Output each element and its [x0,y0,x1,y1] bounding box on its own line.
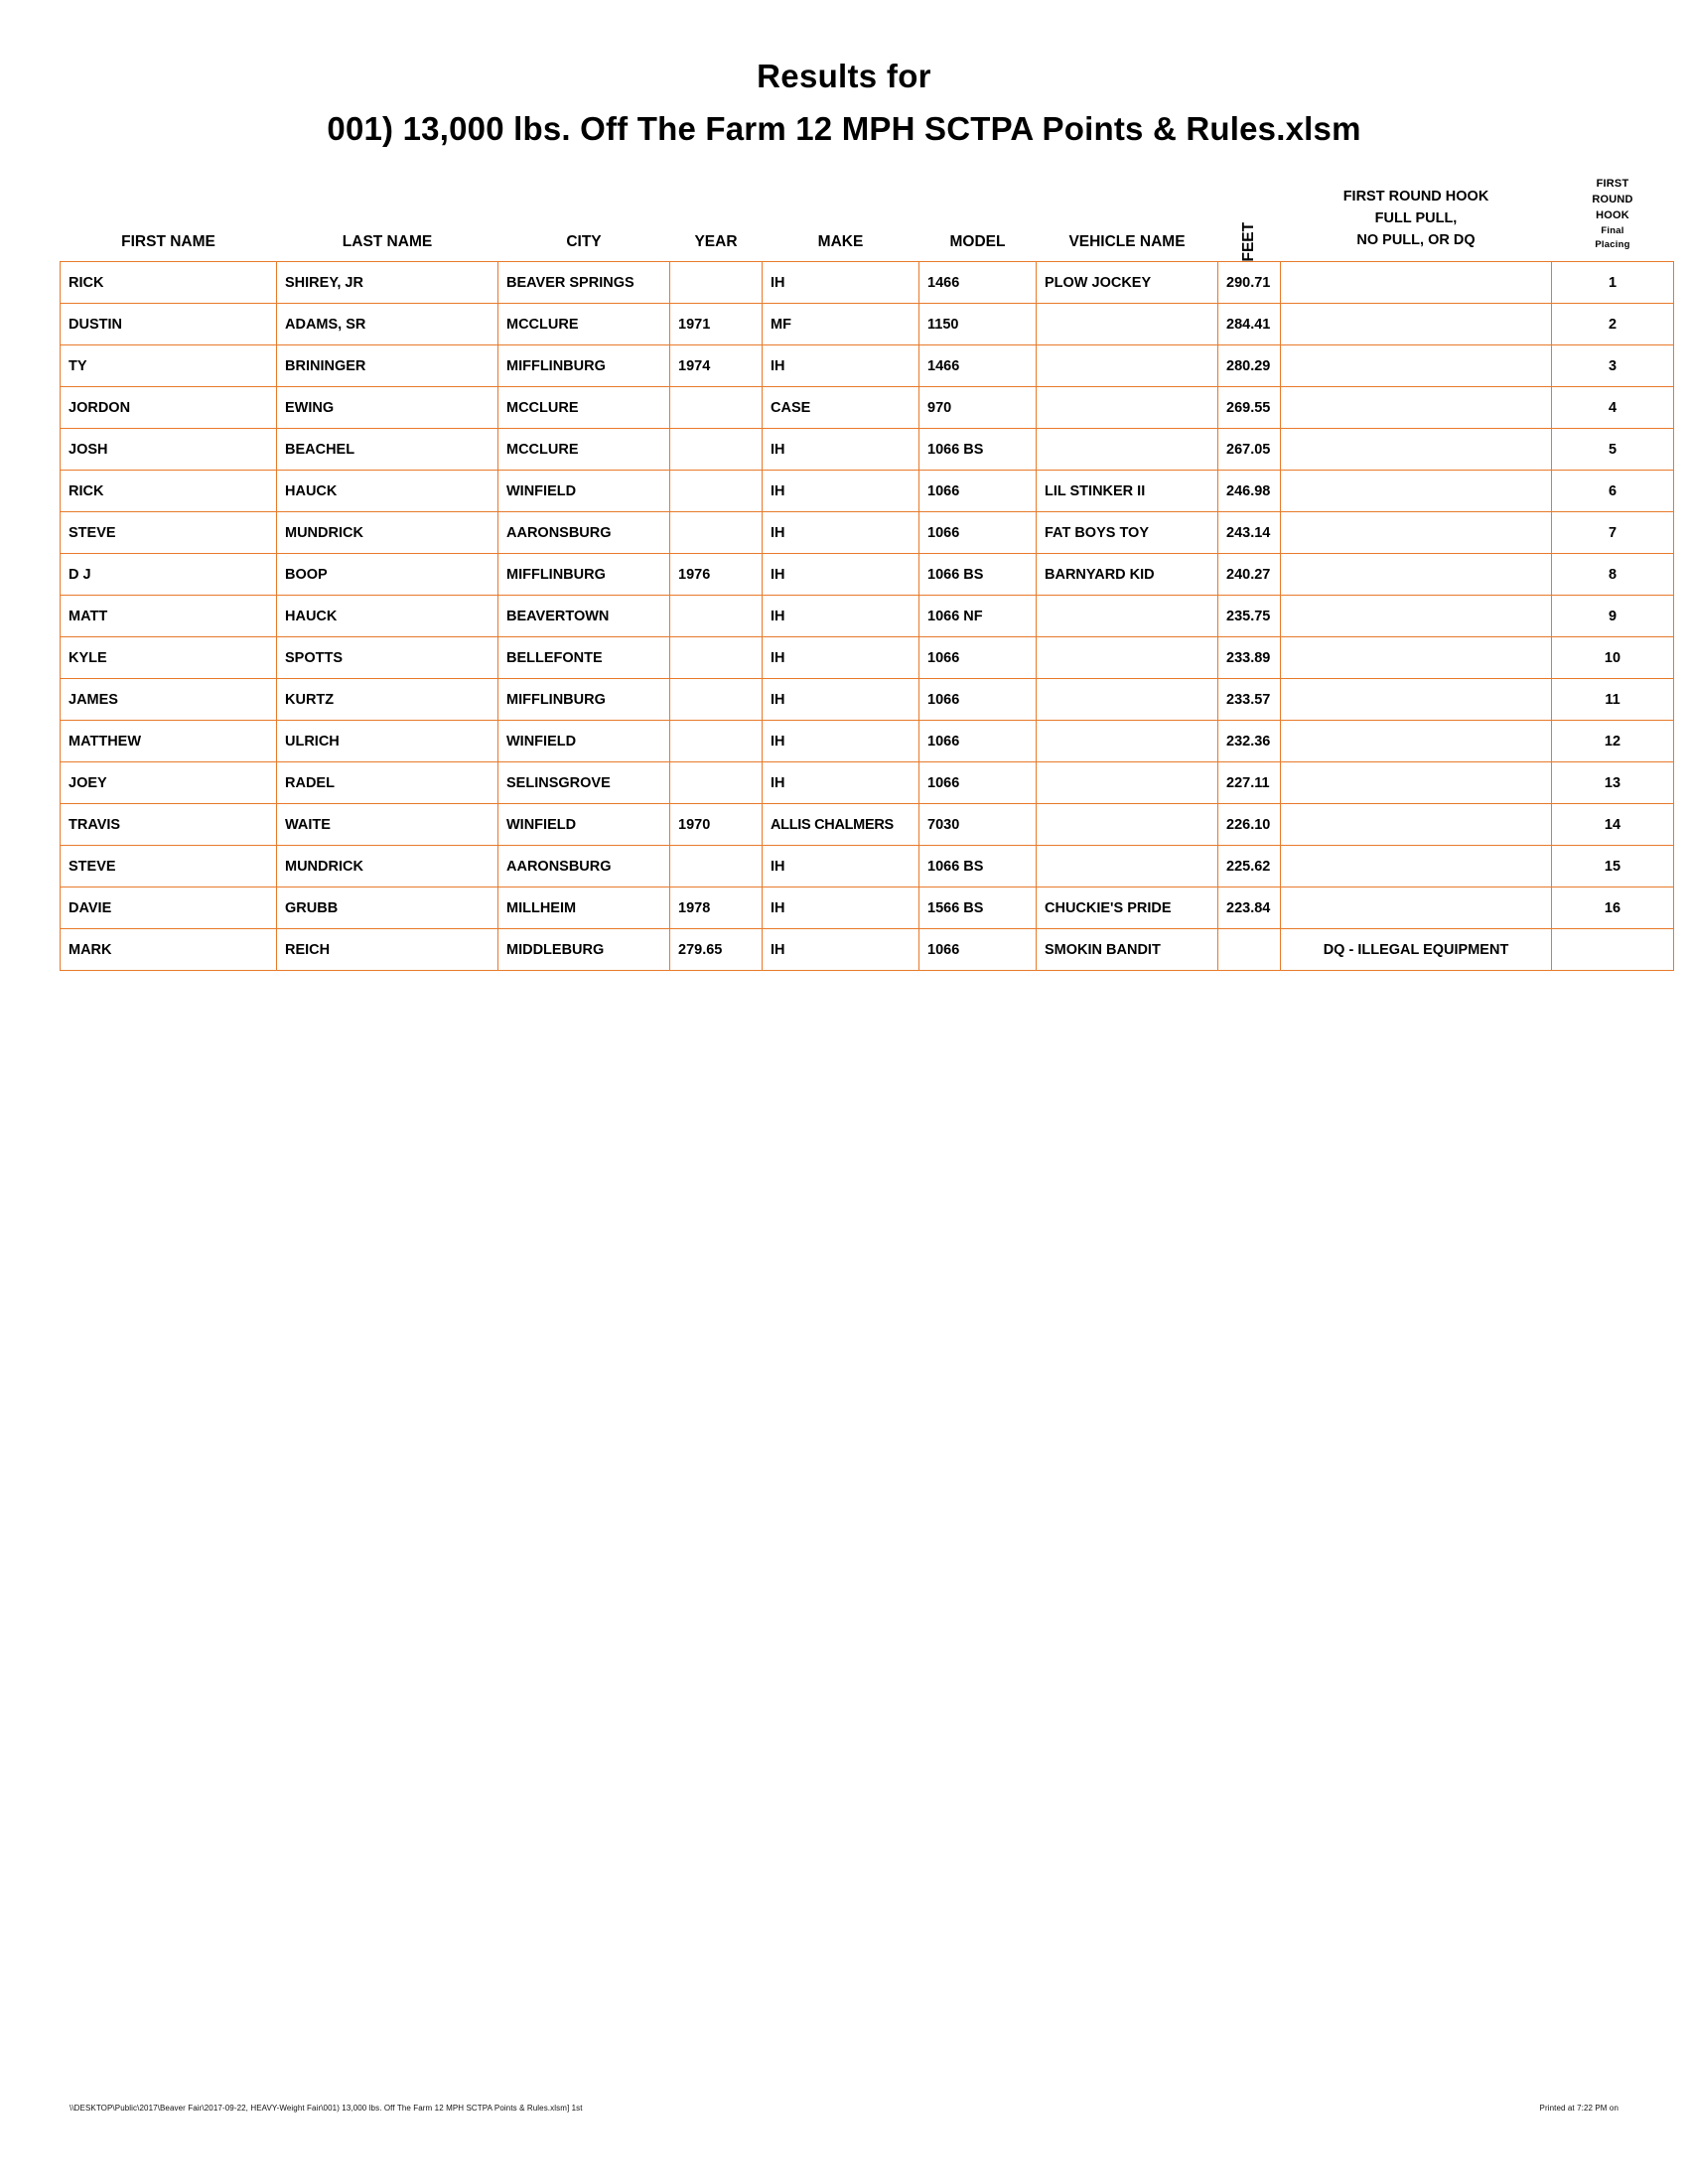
cell-feet: 269.55 [1218,387,1281,429]
cell-hook [1281,554,1552,596]
cell-year [670,679,763,721]
cell-first: MATTHEW [61,721,277,762]
cell-last: KURTZ [277,679,498,721]
cell-vehicle [1037,762,1218,804]
cell-make: IH [763,596,919,637]
cell-first: TRAVIS [61,804,277,846]
cell-hook [1281,762,1552,804]
cell-last: ULRICH [277,721,498,762]
cell-city: MIDDLEBURG [498,929,670,971]
cell-city: WINFIELD [498,471,670,512]
cell-model: 1066 BS [919,846,1037,887]
cell-make: IH [763,846,919,887]
cell-last: WAITE [277,804,498,846]
cell-vehicle [1037,304,1218,345]
cell-placing: 2 [1552,304,1674,345]
cell-make: IH [763,721,919,762]
cell-year [670,512,763,554]
cell-placing: 14 [1552,804,1674,846]
cell-city: SELINSGROVE [498,762,670,804]
table-row [61,262,1674,304]
cell-make: IH [763,762,919,804]
cell-last: RADEL [277,762,498,804]
cell-city: MCCLURE [498,429,670,471]
cell-city: MCCLURE [498,387,670,429]
cell-placing: 15 [1552,846,1674,887]
cell-first: STEVE [61,846,277,887]
column-header-first-name: FIRST NAME [121,233,215,251]
cell-placing: 13 [1552,762,1674,804]
cell-model: 1466 [919,345,1037,387]
cell-vehicle [1037,387,1218,429]
title-line-1: Results for [757,58,931,94]
cell-placing: 3 [1552,345,1674,387]
cell-year [670,387,763,429]
cell-model: 1066 BS [919,554,1037,596]
cell-first: JOEY [61,762,277,804]
cell-feet: 280.29 [1218,345,1281,387]
cell-hook [1281,679,1552,721]
cell-first: RICK [61,262,277,304]
cell-hook [1281,471,1552,512]
column-header-last-name: LAST NAME [342,233,433,251]
column-header-city: CITY [566,233,602,251]
cell-placing: 6 [1552,471,1674,512]
table-row [61,471,1674,512]
title-line-2: 001) 13,000 lbs. Off The Farm 12 MPH SCTPA Points & Rules.xlsm [327,109,1361,147]
column-header-make: MAKE [817,233,864,251]
cell-year [670,637,763,679]
cell-placing: 5 [1552,429,1674,471]
cell-last: ADAMS, SR [277,304,498,345]
cell-hook [1281,721,1552,762]
hook-head-line-2: FULL PULL, [1374,209,1458,226]
placing-head-line-2: ROUND [1592,194,1633,206]
cell-vehicle [1037,804,1218,846]
footer-file-path: \\DESKTOP\Public\2017\Beaver Fair\2017-09-22, HEAVY-Weight Fair\001) 13,000 lbs. Off The Farm 12 MPH SCTPA Points & Rules.xlsm] 1st [70,2104,583,2113]
cell-make: MF [763,304,919,345]
cell-make: ALLIS CHALMERS [763,804,919,846]
cell-placing: 12 [1552,721,1674,762]
cell-vehicle [1037,846,1218,887]
cell-hook [1281,846,1552,887]
cell-first: TY [61,345,277,387]
cell-city: BELLEFONTE [498,637,670,679]
cell-feet: 284.41 [1218,304,1281,345]
cell-year [670,262,763,304]
cell-model: 7030 [919,804,1037,846]
table-row [61,304,1674,345]
table-row [61,929,1674,971]
cell-placing: 7 [1552,512,1674,554]
cell-placing: 10 [1552,637,1674,679]
table-row [61,387,1674,429]
cell-first: JOSH [61,429,277,471]
cell-model: 1066 [919,637,1037,679]
column-header-feet-label: FEET [1240,221,1258,262]
cell-feet: 290.71 [1218,262,1281,304]
cell-model: 1466 [919,262,1037,304]
cell-vehicle: CHUCKIE'S PRIDE [1037,887,1218,929]
cell-last: MUNDRICK [277,512,498,554]
cell-placing: 8 [1552,554,1674,596]
cell-first: JORDON [61,387,277,429]
cell-feet: 225.62 [1218,846,1281,887]
cell-model: 970 [919,387,1037,429]
cell-make: CASE [763,387,919,429]
cell-city: MIFFLINBURG [498,554,670,596]
cell-feet: 233.89 [1218,637,1281,679]
table-row [61,804,1674,846]
cell-hook [1281,262,1552,304]
hook-head-line-1: FIRST ROUND HOOK [1342,189,1489,205]
cell-feet [1218,929,1281,971]
placing-head-line-3: HOOK [1596,208,1629,221]
cell-feet: 232.36 [1218,721,1281,762]
cell-last: MUNDRICK [277,846,498,887]
cell-city: AARONSBURG [498,846,670,887]
cell-city: MIFFLINBURG [498,345,670,387]
cell-last: GRUBB [277,887,498,929]
cell-year: 1978 [670,887,763,929]
cell-year [670,762,763,804]
cell-first: RICK [61,471,277,512]
cell-placing: 9 [1552,596,1674,637]
cell-year: 1974 [670,345,763,387]
cell-feet: 243.14 [1218,512,1281,554]
cell-vehicle [1037,596,1218,637]
cell-model: 1066 [919,512,1037,554]
cell-first: KYLE [61,637,277,679]
cell-make: IH [763,429,919,471]
cell-hook [1281,804,1552,846]
cell-placing: 16 [1552,887,1674,929]
cell-year [670,429,763,471]
cell-vehicle: LIL STINKER II [1037,471,1218,512]
cell-model: 1566 BS [919,887,1037,929]
cell-city: BEAVERTOWN [498,596,670,637]
cell-city: MCCLURE [498,304,670,345]
cell-vehicle: SMOKIN BANDIT [1037,929,1218,971]
table-row [61,762,1674,804]
cell-make: IH [763,512,919,554]
cell-last: REICH [277,929,498,971]
cell-model: 1066 [919,721,1037,762]
cell-year [670,596,763,637]
cell-placing [1552,929,1674,971]
cell-year: 279.65 [670,929,763,971]
cell-city: MIFFLINBURG [498,679,670,721]
results-table [60,173,1674,971]
cell-hook [1281,345,1552,387]
cell-model: 1066 [919,471,1037,512]
cell-feet: 235.75 [1218,596,1281,637]
table-row [61,554,1674,596]
cell-make: IH [763,929,919,971]
cell-feet: 246.98 [1218,471,1281,512]
cell-feet: 223.84 [1218,887,1281,929]
cell-first: STEVE [61,512,277,554]
cell-placing: 4 [1552,387,1674,429]
cell-vehicle: PLOW JOCKEY [1037,262,1218,304]
cell-model: 1066 [919,929,1037,971]
cell-hook [1281,637,1552,679]
table-row [61,512,1674,554]
cell-last: BEACHEL [277,429,498,471]
cell-hook: DQ - ILLEGAL EQUIPMENT [1281,929,1552,971]
cell-vehicle [1037,721,1218,762]
cell-make: IH [763,679,919,721]
cell-first: D J [61,554,277,596]
cell-first: DUSTIN [61,304,277,345]
table-row [61,637,1674,679]
placing-head-line-1: FIRST [1596,178,1629,191]
cell-last: SHIREY, JR [277,262,498,304]
page-footer [70,2104,1618,2113]
cell-model: 1150 [919,304,1037,345]
cell-feet: 226.10 [1218,804,1281,846]
cell-last: BOOP [277,554,498,596]
cell-vehicle [1037,429,1218,471]
table-body [61,262,1674,971]
cell-model: 1066 BS [919,429,1037,471]
cell-feet: 267.05 [1218,429,1281,471]
table-row [61,887,1674,929]
header-row [61,173,1674,262]
cell-hook [1281,304,1552,345]
column-header-year: YEAR [694,233,738,251]
cell-placing: 11 [1552,679,1674,721]
cell-hook [1281,596,1552,637]
cell-vehicle: FAT BOYS TOY [1037,512,1218,554]
cell-year [670,471,763,512]
table-row [61,721,1674,762]
cell-hook [1281,429,1552,471]
cell-vehicle [1037,345,1218,387]
placing-head-line-4: Final [1601,224,1624,236]
cell-hook [1281,387,1552,429]
footer-printed-at: Printed at 7:22 PM on [1539,2104,1618,2113]
column-header-feet [1218,173,1281,262]
cell-make: IH [763,887,919,929]
cell-make: IH [763,471,919,512]
cell-city: MILLHEIM [498,887,670,929]
cell-city: WINFIELD [498,721,670,762]
cell-placing: 1 [1552,262,1674,304]
table-row [61,596,1674,637]
cell-city: BEAVER SPRINGS [498,262,670,304]
cell-first: DAVIE [61,887,277,929]
table-row [61,345,1674,387]
cell-model: 1066 [919,762,1037,804]
placing-head-line-5: Placing [1595,238,1630,250]
cell-first: MARK [61,929,277,971]
cell-last: HAUCK [277,596,498,637]
table-header [61,173,1674,262]
cell-last: BRININGER [277,345,498,387]
cell-first: JAMES [61,679,277,721]
cell-last: HAUCK [277,471,498,512]
cell-vehicle [1037,637,1218,679]
cell-last: EWING [277,387,498,429]
cell-city: WINFIELD [498,804,670,846]
cell-model: 1066 NF [919,596,1037,637]
table-row [61,679,1674,721]
cell-feet: 227.11 [1218,762,1281,804]
cell-year: 1971 [670,304,763,345]
cell-model: 1066 [919,679,1037,721]
cell-year: 1976 [670,554,763,596]
cell-vehicle: BARNYARD KID [1037,554,1218,596]
cell-hook [1281,887,1552,929]
cell-make: IH [763,262,919,304]
hook-head-line-3: NO PULL, OR DQ [1356,231,1476,248]
cell-hook [1281,512,1552,554]
cell-make: IH [763,637,919,679]
cell-make: IH [763,554,919,596]
column-header-first-round-hook [1281,173,1552,262]
table-row [61,429,1674,471]
cell-make: IH [763,345,919,387]
cell-year [670,846,763,887]
column-header-final-placing [1552,173,1674,262]
cell-year: 1970 [670,804,763,846]
cell-vehicle [1037,679,1218,721]
cell-first: MATT [61,596,277,637]
cell-last: SPOTTS [277,637,498,679]
cell-city: AARONSBURG [498,512,670,554]
cell-feet: 240.27 [1218,554,1281,596]
column-header-vehicle-name: VEHICLE NAME [1068,233,1186,251]
table-row [61,846,1674,887]
page-title [60,55,1628,151]
column-header-model: MODEL [949,233,1006,251]
cell-year [670,721,763,762]
cell-feet: 233.57 [1218,679,1281,721]
